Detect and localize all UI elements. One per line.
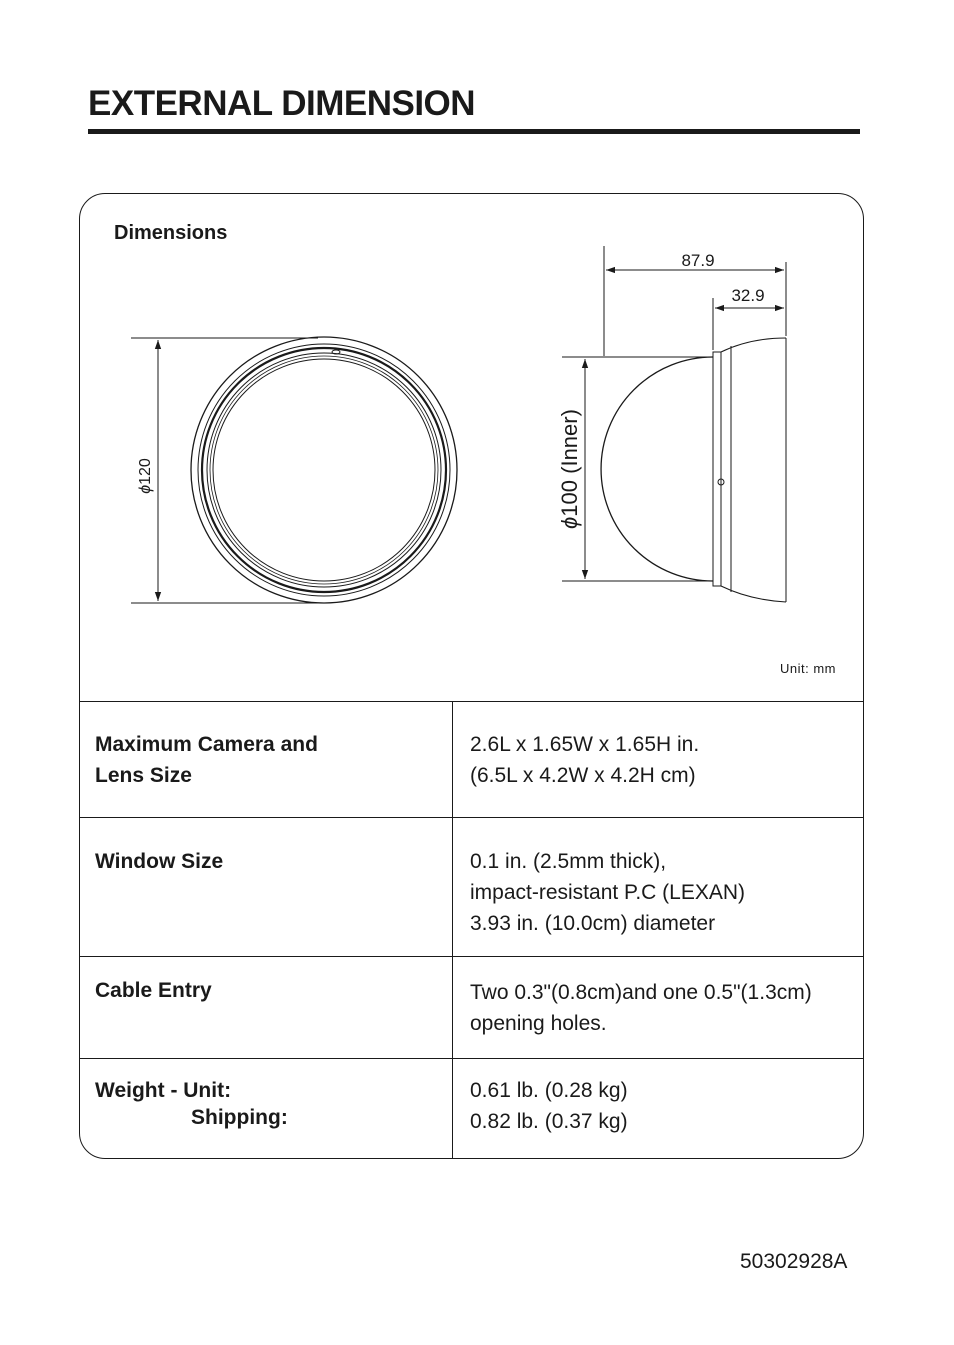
spec-label-weight	[95, 1077, 288, 1131]
depth-total-label: 87.9	[681, 251, 715, 270]
diameter-symbol: ϕ	[557, 516, 582, 529]
spec-value-weight	[470, 1075, 628, 1137]
unit-note: Unit: mm	[780, 661, 836, 676]
inner-diameter-value: 100 (Inner)	[557, 409, 582, 517]
spec-value-line: 3.93 in. (10.0cm) diameter	[470, 912, 716, 935]
spec-label-line: Shipping:	[191, 1106, 288, 1129]
table-divider	[80, 817, 863, 818]
table-divider	[80, 1058, 863, 1059]
front-diameter-label	[137, 458, 154, 494]
spec-label-camera-size	[95, 729, 318, 791]
spec-label-line: Lens Size	[95, 764, 192, 787]
spec-value-window-size	[470, 846, 745, 939]
table-column-divider	[452, 701, 453, 1159]
inner-diameter-label	[557, 409, 582, 529]
diameter-symbol: ϕ	[137, 484, 154, 494]
table-divider	[80, 956, 863, 957]
spec-label-line: Weight - Unit:	[95, 1079, 232, 1102]
spec-label-line: Maximum Camera and	[95, 733, 318, 756]
spec-value-line: 2.6L x 1.65W x 1.65H in.	[470, 733, 700, 756]
dimension-drawing	[100, 240, 820, 640]
spec-value-line: opening holes.	[470, 1012, 607, 1035]
page-title: EXTERNAL DIMENSION	[88, 84, 476, 123]
spec-value-line: impact-resistant P.C (LEXAN)	[470, 881, 746, 904]
table-divider	[80, 701, 863, 702]
depth-partial-label: 32.9	[731, 286, 765, 305]
spec-label-window-size	[95, 846, 223, 877]
dimensions-heading: Dimensions	[114, 222, 228, 244]
spec-value-line: 0.82 lb. (0.37 kg)	[470, 1110, 628, 1133]
spec-value-camera-size	[470, 729, 699, 791]
spec-value-line: 0.61 lb. (0.28 kg)	[470, 1079, 628, 1102]
front-view-drawing	[131, 337, 457, 603]
front-diameter-value: 120	[137, 458, 154, 485]
spec-label-cable-entry	[95, 975, 212, 1006]
document-number: 50302928A	[740, 1250, 848, 1273]
spec-value-line: Two 0.3"(0.8cm)and one 0.5"(1.3cm)	[470, 981, 812, 1004]
spec-value-cable-entry	[470, 977, 812, 1039]
title-underline	[88, 129, 860, 134]
spec-label-line: Cable Entry	[95, 979, 212, 1002]
spec-value-line: 0.1 in. (2.5mm thick),	[470, 850, 667, 873]
spec-label-line: Window Size	[95, 850, 224, 873]
spec-value-line: (6.5L x 4.2W x 4.2H cm)	[470, 764, 696, 787]
